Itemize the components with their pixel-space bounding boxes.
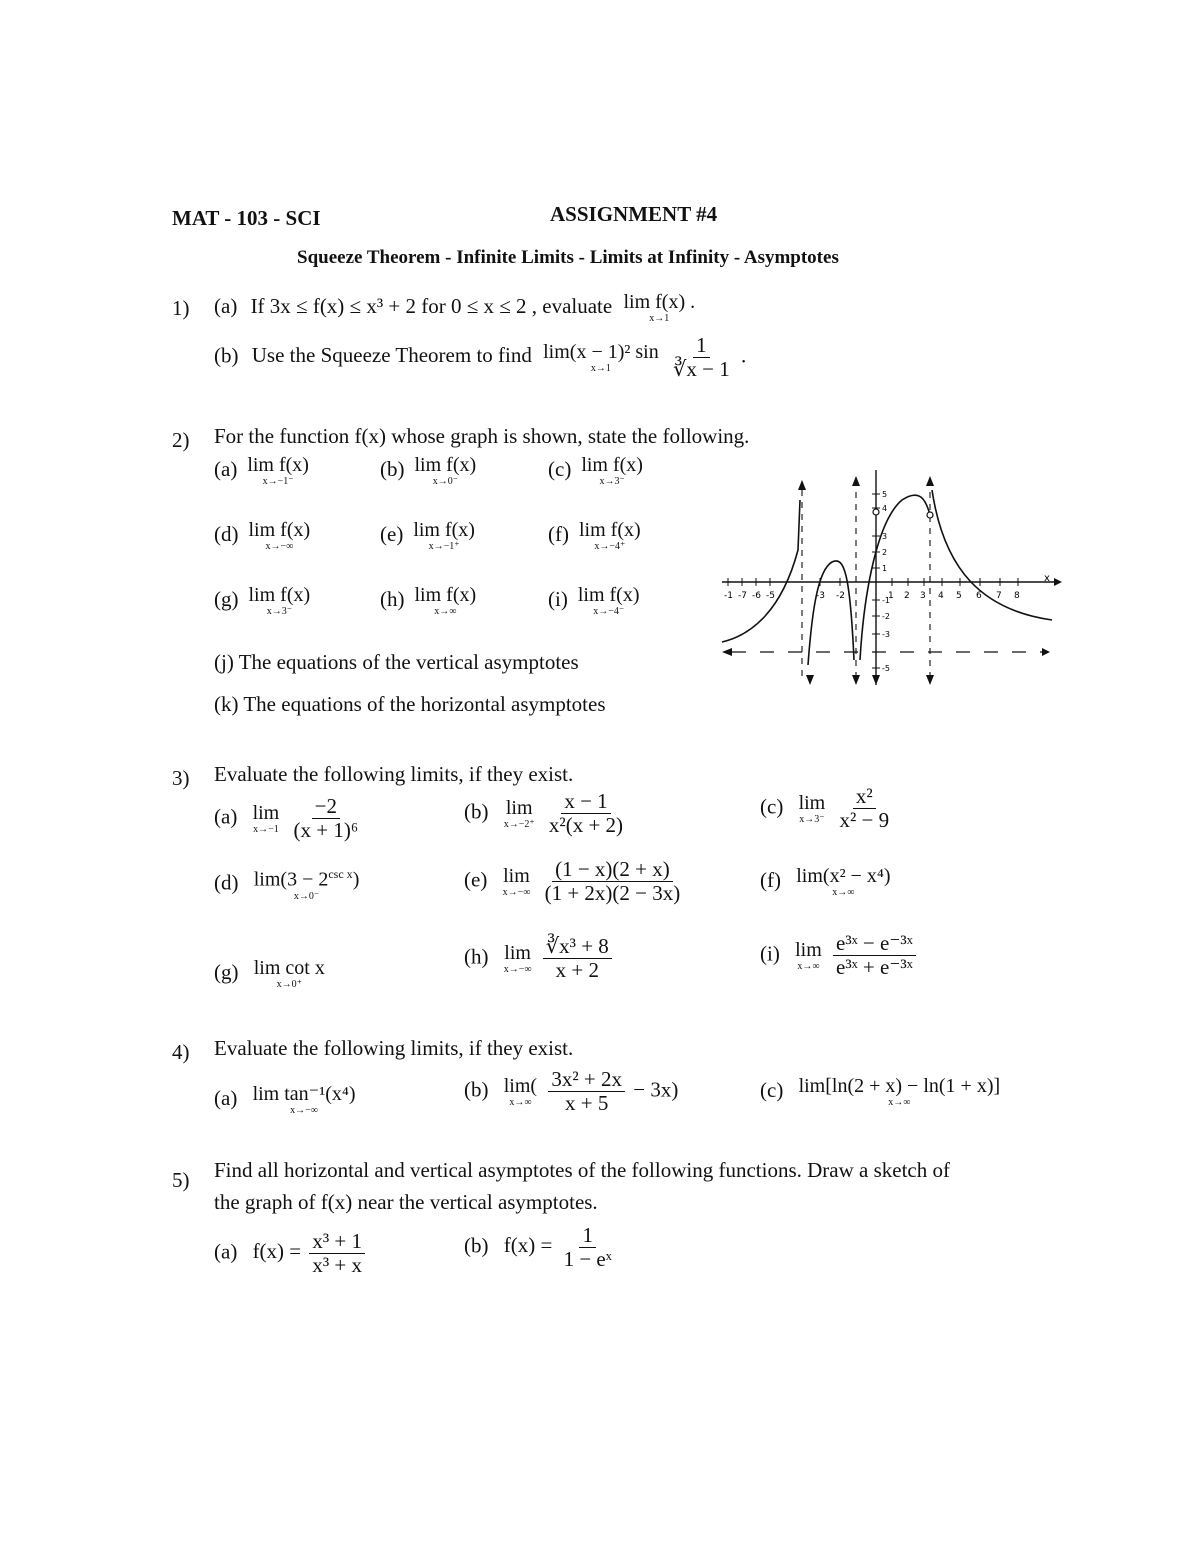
q4b-end: − 3x)	[633, 1077, 679, 1102]
q3c-den: x² − 9	[839, 808, 890, 833]
q3b-den: x²(x + 2)	[548, 813, 624, 838]
q3b-num: x − 1	[561, 790, 610, 814]
q5b-num: 1	[579, 1224, 596, 1248]
q3c-sub: x→3⁻	[799, 813, 825, 825]
q3h-sub: x→−∞	[503, 963, 532, 975]
q2-item-sub: x→−∞	[265, 541, 294, 552]
q3d-end: )	[352, 868, 360, 891]
q3c-lim: lim	[798, 791, 826, 814]
x-tick-label: -2	[836, 591, 845, 601]
course-code: MAT - 103 - SCI	[172, 206, 321, 230]
x-tick-label: 4	[938, 591, 944, 601]
q3e-sub: x→−∞	[502, 886, 531, 898]
q2-item-sub: x→−1⁻	[262, 476, 294, 487]
q1a	[214, 292, 698, 324]
q5b-lhs: f(x) =	[503, 1233, 553, 1258]
q1-number: 1)	[172, 296, 190, 320]
q2-item-lim: lim f(x)	[248, 519, 311, 541]
q2-item-sub: x→0⁻	[432, 476, 458, 487]
q1b-sub: x→1	[590, 362, 611, 374]
open-point	[927, 512, 933, 518]
q3c-label: (c)	[760, 794, 784, 819]
q3a-label: (a)	[214, 804, 238, 829]
y-tick-label: -2	[882, 612, 890, 621]
function-graph	[712, 460, 1062, 720]
q1b-text: Use the Squeeze Theorem to find	[251, 343, 532, 368]
q3i-lim: lim	[795, 938, 822, 961]
q2-item-sub: x→−4⁺	[594, 541, 626, 552]
right-arrow	[1042, 648, 1050, 656]
q3e-num: (1 − x)(2 + x)	[552, 858, 673, 882]
q3g	[214, 958, 328, 990]
open-point	[873, 509, 879, 515]
q1a-label: (a)	[214, 293, 238, 318]
q3f-lim: lim(x² − x⁴)	[796, 865, 891, 887]
curve-right	[860, 495, 930, 660]
q4b-label: (b)	[464, 1077, 489, 1102]
x-tick-label: 1	[888, 591, 894, 601]
x-tick-label: -7	[738, 591, 747, 601]
q3b	[464, 790, 629, 837]
q3d	[214, 868, 362, 902]
y-tick-label: 1	[882, 564, 888, 573]
q3-intro: Evaluate the following limits, if they exist.	[214, 762, 574, 786]
q3i	[760, 932, 919, 979]
q5a	[214, 1230, 368, 1277]
q2-item-lim: lim f(x)	[581, 454, 643, 476]
q3e-label: (e)	[464, 867, 488, 892]
q2-item	[214, 585, 313, 617]
q3e-lim: lim	[503, 864, 530, 887]
q4c-sub: x→∞	[888, 1097, 911, 1108]
q4b-num: 3x² + 2x	[548, 1068, 625, 1092]
q3a-num: −2	[312, 795, 340, 819]
q2-item-label: (f)	[548, 521, 569, 546]
q1a-lim: lim f(x) .	[623, 291, 696, 313]
q2-item-sub: x→∞	[434, 606, 457, 617]
q2-j: (j) The equations of the vertical asymptotes	[214, 650, 579, 674]
y-tick-label: 5	[882, 490, 888, 499]
x-tick-label: 2	[904, 591, 910, 601]
up-arrow	[926, 476, 934, 486]
q4a-sub: x→−∞	[290, 1105, 318, 1116]
q4-number: 4)	[172, 1040, 190, 1064]
x-tick-label: 8	[1014, 591, 1020, 601]
q3i-den: e³ˣ + e⁻³ˣ	[836, 955, 913, 980]
q3e-den: (1 + 2x)(2 − 3x)	[544, 881, 681, 906]
q1b-den: ∛x − 1	[672, 357, 730, 382]
q3b-sub: x→−2⁺	[503, 818, 535, 830]
q1b-label: (b)	[214, 343, 239, 368]
q4b-den: x + 5	[564, 1091, 609, 1116]
q5b-label: (b)	[464, 1233, 489, 1258]
up-arrow	[852, 476, 860, 486]
y-tick-label: 3	[882, 532, 888, 541]
q5a-label: (a)	[214, 1239, 238, 1264]
q2-item-lim: lim f(x)	[577, 584, 640, 606]
q4c-lim: lim[ln(2 + x) − ln(1 + x)]	[798, 1075, 1001, 1097]
q5a-den: x³ + x	[312, 1253, 363, 1278]
q4b	[464, 1068, 678, 1115]
q4b-sub: x→∞	[509, 1096, 532, 1108]
q2-item-lim: lim f(x)	[578, 519, 641, 541]
q5b-den: 1 − eˣ	[563, 1247, 612, 1272]
q3c	[760, 785, 895, 832]
x-tick-label: 7	[996, 591, 1002, 601]
q3h-den: x + 2	[555, 958, 599, 983]
q3i-num: e³ˣ − e⁻³ˣ	[833, 932, 916, 956]
q2-item-label: (i)	[548, 586, 568, 611]
left-arrow	[722, 648, 732, 656]
x-axis-label: x	[1044, 573, 1050, 584]
q5a-num: x³ + 1	[309, 1230, 365, 1254]
q5-line1: Find all horizontal and vertical asymptotes of the following functions. Draw a sketch of	[214, 1158, 950, 1182]
q2-item-label: (e)	[380, 521, 404, 546]
q4c	[760, 1076, 1003, 1108]
x-tick-label: -5	[766, 591, 775, 601]
curve-far-right	[932, 490, 1052, 620]
q2-item-sub: x→−1⁺	[428, 541, 460, 552]
q1b-lim: lim(x − 1)² sin	[543, 340, 659, 363]
q2-item	[548, 455, 646, 487]
q4a	[214, 1084, 359, 1116]
q2-item	[214, 455, 312, 487]
q2-item-label: (d)	[214, 521, 239, 546]
curve-middle	[808, 561, 854, 665]
q3g-label: (g)	[214, 959, 239, 984]
q2-item-sub: x→−4⁻	[593, 606, 625, 617]
q3f-sub: x→∞	[832, 887, 855, 898]
q4-intro: Evaluate the following limits, if they exist.	[214, 1036, 574, 1060]
x-tick-label: 6	[976, 591, 982, 601]
q1a-text: If 3x ≤ f(x) ≤ x³ + 2 for 0 ≤ x ≤ 2 , evaluate	[250, 293, 613, 318]
q4b-lim: lim(	[503, 1074, 538, 1097]
x-tick-label: -1	[724, 591, 733, 601]
x-tick-label: 3	[920, 591, 926, 601]
down-arrow	[926, 675, 934, 685]
q3d-label: (d)	[214, 870, 239, 895]
q2-item-label: (h)	[380, 586, 405, 611]
q2-item-sub: x→3⁻	[599, 476, 625, 487]
y-tick-label: 4	[882, 504, 888, 513]
q3i-label: (i)	[760, 941, 780, 966]
q3b-lim: lim	[505, 796, 533, 819]
q2-item-label: (b)	[380, 456, 405, 481]
y-tick-label: -1	[882, 596, 890, 605]
q2-item	[380, 455, 479, 487]
q4a-label: (a)	[214, 1085, 238, 1110]
q2-item-label: (c)	[548, 456, 572, 481]
down-arrow	[872, 675, 880, 685]
q3d-lim: lim(3 − 2	[253, 868, 329, 891]
x-tick-label: -6	[752, 591, 761, 601]
q2-item	[380, 585, 479, 617]
q3f-label: (f)	[760, 867, 781, 892]
q4a-lim: lim tan⁻¹(x⁴)	[252, 1083, 356, 1105]
q2-number: 2)	[172, 428, 190, 452]
q3c-num: x²	[853, 785, 876, 809]
q3d-sub: x→0⁻	[293, 890, 320, 902]
x-tick-label: 5	[956, 591, 962, 601]
page-subtitle: Squeeze Theorem - Infinite Limits - Limits at Infinity - Asymptotes	[297, 247, 839, 268]
q5-line2: the graph of f(x) near the vertical asymptotes.	[214, 1190, 598, 1214]
q3a-den: (x + 1)⁶	[293, 818, 359, 843]
y-tick-label: 2	[882, 548, 888, 557]
q2-item-lim: lim f(x)	[247, 454, 309, 476]
q1b-num: 1	[693, 334, 710, 358]
q2-item-lim: lim f(x)	[413, 519, 475, 541]
down-arrow	[806, 675, 814, 685]
q3f	[760, 866, 893, 898]
q1b-end: .	[740, 343, 747, 368]
q2-item-label: (a)	[214, 456, 238, 481]
q2-item	[380, 520, 478, 552]
y-tick-label: -5	[882, 664, 890, 673]
q2-item	[548, 520, 644, 552]
q2-item	[214, 520, 313, 552]
y-tick-label: -3	[882, 630, 890, 639]
down-arrow	[852, 675, 860, 685]
q3a-sub: x→−1	[253, 823, 279, 835]
q3h-num: ∛x³ + 8	[543, 935, 612, 959]
q3d-sup: csc x	[328, 867, 353, 881]
q3g-sub: x→0⁺	[276, 979, 302, 990]
q5b	[464, 1224, 618, 1271]
q3a	[214, 795, 364, 842]
q3e	[464, 858, 686, 905]
q2-item-lim: lim f(x)	[414, 584, 477, 606]
q4c-label: (c)	[760, 1077, 784, 1102]
q3-number: 3)	[172, 766, 190, 790]
q5-number: 5)	[172, 1168, 190, 1192]
q2-item-label: (g)	[214, 586, 239, 611]
q2-intro: For the function f(x) whose graph is shown, state the following.	[214, 424, 750, 448]
q3h-lim: lim	[504, 941, 531, 964]
q3g-lim: lim cot x	[253, 957, 325, 979]
q1a-sub: x→1	[649, 313, 670, 324]
q3b-label: (b)	[464, 799, 489, 824]
q2-item	[548, 585, 642, 617]
q2-item-lim: lim f(x)	[414, 454, 477, 476]
q3h	[464, 935, 615, 982]
q3h-label: (h)	[464, 944, 489, 969]
up-arrow	[798, 480, 806, 490]
curve-left	[722, 500, 800, 642]
q1b	[214, 334, 746, 381]
x-axis-arrow	[1054, 578, 1062, 586]
q5a-lhs: f(x) =	[252, 1239, 302, 1264]
q2-item-lim: lim f(x)	[248, 584, 311, 606]
assignment-title: ASSIGNMENT #4	[550, 202, 718, 226]
x-tick-label: -3	[816, 591, 825, 601]
q3i-sub: x→∞	[797, 960, 820, 972]
q2-k: (k) The equations of the horizontal asymptotes	[214, 692, 606, 716]
q3a-lim: lim	[252, 801, 280, 824]
q2-item-sub: x→3⁻	[266, 606, 292, 617]
